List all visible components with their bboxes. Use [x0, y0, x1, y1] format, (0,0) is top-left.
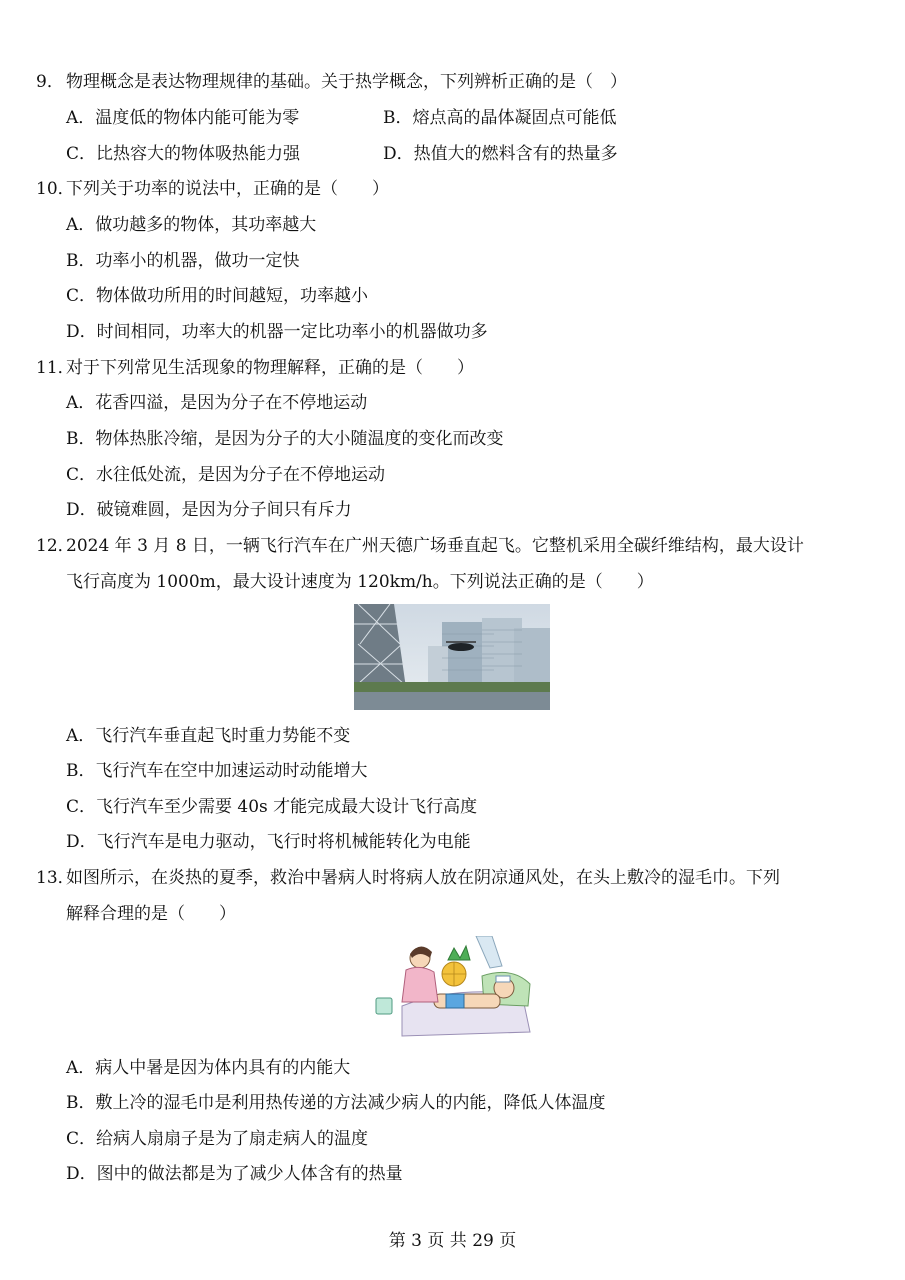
question-13-number: 13．	[36, 868, 75, 888]
heatstroke-illustration	[372, 936, 534, 1040]
question-11-option-d: D．破镜难圆，是因为分子间只有斥力	[66, 500, 352, 520]
question-12-option-b: B．飞行汽车在空中加速运动时动能增大	[66, 761, 368, 781]
question-9-stem: 物理概念是表达物理规律的基础。关于热学概念，下列辨析正确的是（ ）	[66, 72, 627, 92]
question-10-option-d: D．时间相同，功率大的机器一定比功率小的机器做功多	[66, 322, 488, 342]
question-13-option-b: B．敷上冷的湿毛巾是利用热传递的方法减少病人的内能，降低人体温度	[66, 1093, 606, 1113]
question-10-option-c: C．物体做功所用的时间越短，功率越小	[66, 286, 369, 306]
question-12-option-a: A．飞行汽车垂直起飞时重力势能不变	[66, 726, 351, 746]
question-10-option-a: A．做功越多的物体，其功率越大	[66, 215, 317, 235]
page-footer: 第 3 页 共 29 页	[388, 1231, 517, 1251]
question-9-option-b: B．熔点高的晶体凝固点可能低	[383, 108, 617, 128]
question-11-option-c: C．水往低处流，是因为分子在不停地运动	[66, 465, 386, 485]
question-11-stem: 对于下列常见生活现象的物理解释，正确的是（ ）	[66, 358, 474, 378]
question-11-option-b: B．物体热胀冷缩，是因为分子的大小随温度的变化而改变	[66, 429, 504, 449]
question-13-stem-line2: 解释合理的是（ ）	[66, 904, 236, 924]
question-10-option-b: B．功率小的机器，做功一定快	[66, 251, 300, 271]
question-10-stem: 下列关于功率的说法中，正确的是（ ）	[66, 179, 389, 199]
question-9-option-a: A．温度低的物体内能可能为零	[66, 108, 300, 128]
question-13-stem: 如图所示，在炎热的夏季，救治中暑病人时将病人放在阴凉通风处，在头上敷冷的湿毛巾。下列	[66, 868, 780, 888]
flying-car-photo	[354, 604, 550, 710]
question-12-number: 12．	[36, 536, 75, 556]
question-11-number: 11．	[36, 358, 75, 378]
question-9-option-d: D．热值大的燃料含有的热量多	[383, 144, 618, 164]
question-12-option-c: C．飞行汽车至少需要 40s 才能完成最大设计飞行高度	[66, 797, 478, 817]
question-12-stem: 2024 年 3 月 8 日，一辆飞行汽车在广州天德广场垂直起飞。它整机采用全碳纤维结构，最大设计	[66, 536, 804, 556]
question-13-option-d: D．图中的做法都是为了减少人体含有的热量	[66, 1164, 403, 1184]
question-10-number: 10．	[36, 179, 75, 199]
question-12-stem-line2: 飞行高度为 1000m，最大设计速度为 120km/h。下列说法正确的是（ ）	[66, 572, 654, 592]
question-13-option-a: A．病人中暑是因为体内具有的内能大	[66, 1058, 351, 1078]
question-9-number: 9．	[36, 72, 64, 92]
question-11-option-a: A．花香四溢，是因为分子在不停地运动	[66, 393, 368, 413]
question-9-option-c: C．比热容大的物体吸热能力强	[66, 144, 301, 164]
question-12-option-d: D．飞行汽车是电力驱动，飞行时将机械能转化为电能	[66, 832, 471, 852]
question-13-option-c: C．给病人扇扇子是为了扇走病人的温度	[66, 1129, 369, 1149]
